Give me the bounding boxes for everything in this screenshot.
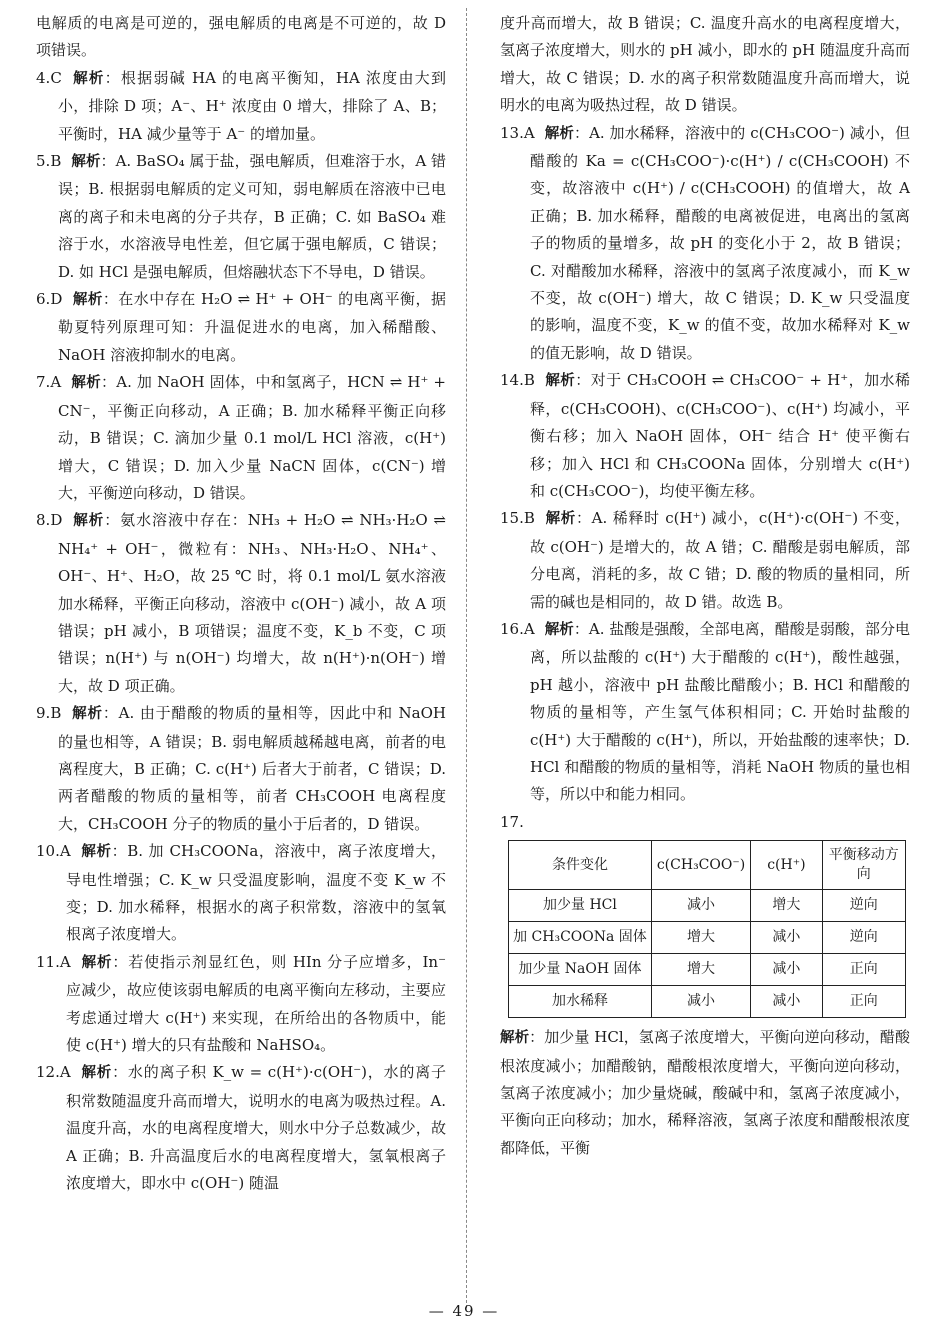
table-row: [509, 890, 906, 922]
column-divider: [466, 8, 467, 1308]
answer-item-10: 10.A 解析：B. 加 CH₃COONa，溶液中，离子浓度增大，导电性增强；C. K_w 只受温度影响，温度不变 K_w 不变；D. 加水稀释，根据水的离子积常数，溶液中的氢氧根离子浓度增大。: [36, 842, 446, 944]
answer-item-5: 5.B 解析：A. BaSO₄ 属于盐，强电解质，但难溶于水，A 错误；B. 根据弱电解质的定义可知，弱电解质在溶液中已电离的离子和未电离的分子共存，B 正确；C. 如 BaSO₄ 难溶于水，水溶液导电性差，但它属于强电解质，C 错误；D. 如 HCl 是强电解质，但熔融状态下不导电，D 错误。: [36, 152, 446, 281]
table-header-cell: 平衡移动方向: [822, 841, 905, 890]
table-header-cell: 条件变化: [509, 841, 652, 890]
answer-item-14: 14.B 解析：对于 CH₃COOH ⇌ CH₃COO⁻ + H⁺，加水稀释，c(CH₃COOH)、c(CH₃COO⁻)、c(H⁺) 均减小，平衡右移；加入 NaOH 固体，OH⁻ 结合 H⁺ 使平衡右移；加入 HCl 和 CH₃COONa 固体，分别增大 c(H⁺) 和 c(CH₃COO⁻)，均使平衡左移。: [500, 371, 911, 500]
answer-item-11: 11.A 解析：若使指示剂显红色，则 HIn 分子应增多，In⁻ 应减少，故应使该弱电解质的电离平衡向左移动，主要应考虑通过增大 c(H⁺) 来实现，在所给出的各物质中，能使 c(H⁺) 增大的只有盐酸和 NaHSO₄。: [36, 952, 446, 1055]
table-cell: 减小: [651, 890, 750, 922]
table-header-row: [509, 841, 906, 890]
answer-item-8: 8.D 解析：氨水溶液中存在：NH₃ + H₂O ⇌ NH₃·H₂O ⇌ NH₄⁺ + OH⁻，微粒有：NH₃、NH₃·H₂O、NH₄⁺、OH⁻、H⁺、H₂O，故 25 ℃ 时，将 0.1 mol/L 氨水溶液加水稀释，平衡正向移动，溶液中 c(OH⁻) 减小，故 A 项错误；pH 减小，B 项错误；温度不变，K_b 不变，C 项错误；n(H⁺) 与 n(OH⁻) 均增大，故 n(H⁺)·n(OH⁻) 增大，故 D 项正确。: [36, 511, 446, 695]
table-cell: 减小: [751, 986, 822, 1018]
table-cell: 减小: [751, 954, 822, 986]
equilibrium-shift-table: [508, 840, 906, 1018]
table-cell: 加 CH₃COONa 固体: [509, 922, 652, 954]
continued-text: 度升高而增大，故 B 错误；C. 温度升高水的电离程度增大，氢离子浓度增大，则水的 pH 减小，即水的 pH 随温度升高而增大，故 C 错误；D. 水的离子积常数随温度升高而增大，说明水的电离为吸热过程，故 D 错误。: [500, 14, 910, 115]
answer-item-13: 13.A 解析：A. 加水稀释，溶液中的 c(CH₃COO⁻) 减小，但醋酸的 Ka = c(CH₃COO⁻)·c(H⁺) / c(CH₃COOH) 不变，故溶液中 c(H⁺) / c(CH₃COOH) 的值增大，故 A 正确；B. 加水稀释，醋酸的电离被促进，电离出的氢离子的物质的量增多，故 pH 的变化小于 2，故 B 错误；C. 对醋酸加水稀释，溶液中的氢离子浓度减小，而 K_w 不变，故 c(OH⁻) 增大，故 C 错误；D. K_w 只受温度的影响，温度不变，K_w 的值不变，故加水稀释对 K_w 的值无影响，故 D 错误。: [500, 123, 911, 362]
table-cell: 增大: [651, 922, 750, 954]
table-cell: 逆向: [822, 890, 905, 922]
answer-item-17-number: 17.: [500, 812, 524, 831]
table-cell: 正向: [822, 954, 905, 986]
table-row: [509, 954, 906, 986]
table-cell: 减小: [651, 986, 750, 1018]
table-row: [509, 986, 906, 1018]
table-cell: 逆向: [822, 922, 905, 954]
table-cell: 减小: [751, 922, 822, 954]
page-number: — 49 —: [428, 1302, 500, 1320]
answer-item-16: 16.A 解析：A. 盐酸是强酸，全部电离，醋酸是弱酸，部分电离，所以盐酸的 c(H⁺) 大于醋酸的 c(H⁺)，酸性越强，pH 越小，溶液中 pH 盐酸比醋酸小；B. HCl 和醋酸的物质的量相等，产生氢气体积相同；C. 开始时盐酸的 c(H⁺) 大于醋酸的 c(H⁺)，所以，开始盐酸的速率快；D. HCl 和醋酸的物质的量相等，消耗 NaOH 物质的量也相等，所以中和能力相同。: [500, 619, 911, 804]
answer-item-15: 15.B 解析：A. 稀释时 c(H⁺) 减小，c(H⁺)·c(OH⁻) 不变，故 c(OH⁻) 是增大的，故 A 错；C. 醋酸是弱电解质，部分电离，消耗的多，故 C 错；D. 酸的物质的量相同，所需的碱也是相同的，故 D 错。故选 B。: [500, 509, 910, 611]
right-column: [500, 10, 910, 1162]
answer-item-4: 4.C 解析：根据弱碱 HA 的电离平衡知，HA 浓度由大到小，排除 D 项；A⁻、H⁺ 浓度由 0 增大，排除了 A、B；平衡时，HA 减少量等于 A⁻ 的增加量。: [36, 68, 446, 143]
answer-item-6: 6.D 解析：在水中存在 H₂O ⇌ H⁺ + OH⁻ 的电离平衡，据勒夏特列原理可知：升温促进水的电离，加入稀醋酸、NaOH 溶液抑制水的电离。: [36, 290, 447, 364]
table-header-cell: c(H⁺): [751, 841, 822, 890]
table-cell: 加少量 HCl: [509, 890, 652, 922]
answer-item-7: 7.A 解析：A. 加 NaOH 固体，中和氢离子，HCN ⇌ H⁺ + CN⁻，平衡正向移动，A 正确；B. 加水稀释平衡正向移动，B 错误；C. 滴加少量 0.1 mol/L HCl 溶液，c(H⁺) 增大，C 错误；D. 加入少量 NaCN 固体，c(CN⁻) 增大，平衡逆向移动，D 错误。: [36, 373, 446, 502]
table-cell: 加少量 NaOH 固体: [509, 954, 652, 986]
left-column: [36, 10, 446, 1197]
answer-item-9: 9.B 解析：A. 由于醋酸的物质的量相等，因此中和 NaOH 的量也相等，A 错误；B. 弱电解质越稀越电离，前者的电离程度大，B 正确；C. c(H⁺) 后者大于前者，C 错误；D. 两者醋酸的物质的量相等，前者 CH₃COOH 电离程度大，CH₃COOH 分子的物质的量小于后者的，D 错误。: [36, 704, 446, 833]
table-cell: 增大: [751, 890, 822, 922]
continued-text: 电解质的电离是可逆的，强电解质的电离是不可逆的，故 D 项错误。: [36, 14, 446, 60]
table-cell: 增大: [651, 954, 750, 986]
table-cell: 正向: [822, 986, 905, 1018]
table-cell: 加水稀释: [509, 986, 652, 1018]
table-header-cell: c(CH₃COO⁻): [651, 841, 750, 890]
answer-item-12: 12.A 解析：水的离子积 K_w = c(H⁺)·c(OH⁻)，水的离子积常数随温度升高而增大，说明水的电离为吸热过程。A. 温度升高，水的电离程度增大，则水中分子总数减少，故 A 正确；B. 升高温度后水的电离程度增大，氢氧根离子浓度增大，即水中 c(OH⁻) 随温: [36, 1063, 446, 1193]
answer-item-17-explanation: 解析：加少量 HCl，氢离子浓度增大，平衡向逆向移动，醋酸根浓度减小；加醋酸钠，醋酸根浓度增大，平衡向逆向移动，氢离子浓度减小；加少量烧碱，酸碱中和，氢离子浓度减小，平衡向正向移动；加水，稀释溶液，氢离子浓度和醋酸根浓度都降低，平衡: [500, 1028, 910, 1157]
table-row: [509, 922, 906, 954]
